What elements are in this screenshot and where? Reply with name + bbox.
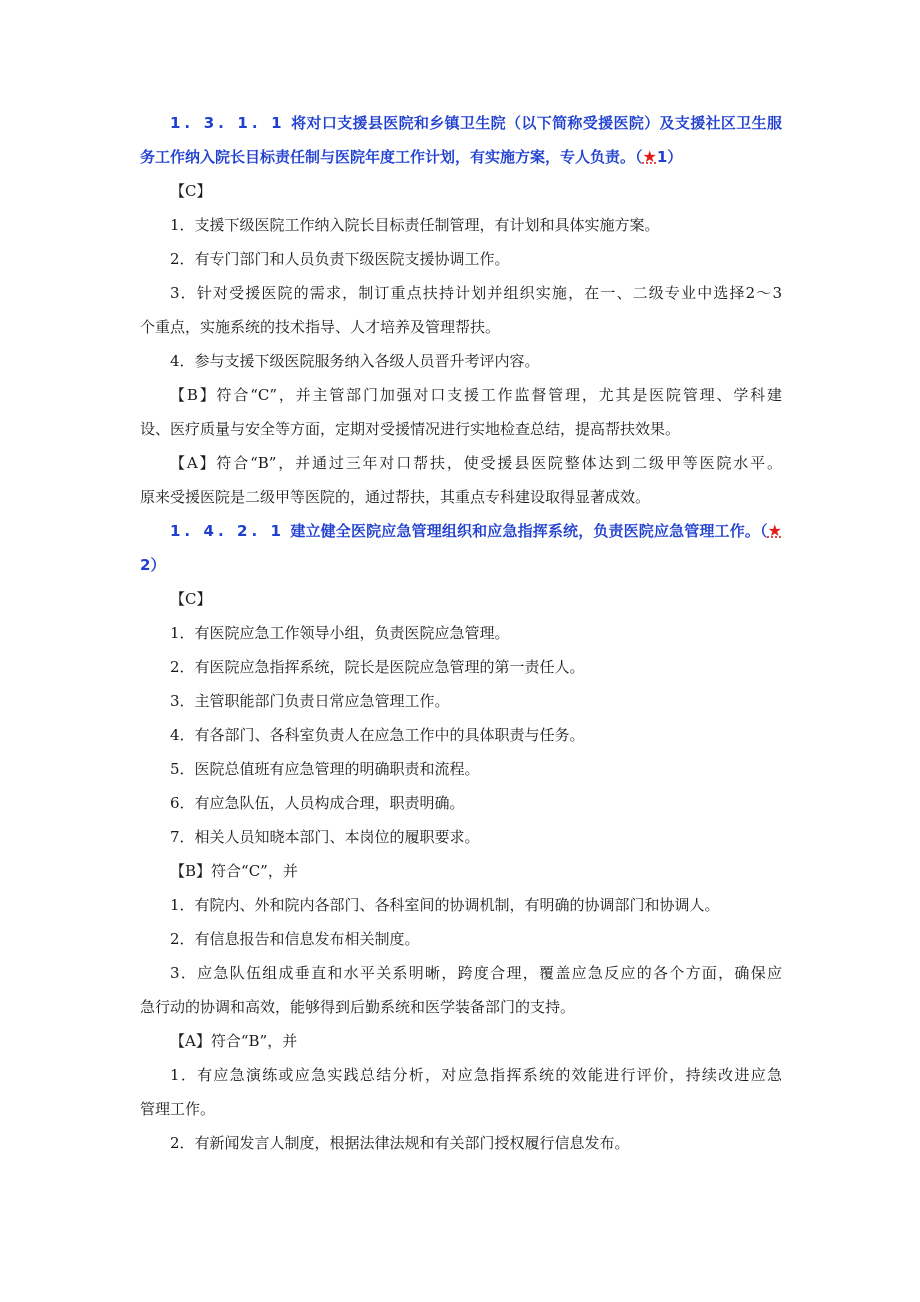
criteria-item: 5．医院总值班有应急管理的明确职责和流程。 — [170, 760, 480, 778]
grade-b-paragraph: 【B】符合“C”，并主管部门加强对口支援工作监督管理，尤其是医院管理、学科建 — [170, 386, 782, 404]
section-1-heading-text: 将对口支援县医院和乡镇卫生院（以下简称受援医院）及支援社区卫生服 — [291, 114, 782, 132]
document-page — [140, 106, 782, 1160]
criteria-item: 2．有专门部门和人员负责下级医院支援协调工作。 — [170, 250, 510, 268]
criteria-item: 1．有医院应急工作领导小组，负责医院应急管理。 — [170, 624, 510, 642]
criteria-item: 2．有医院应急指挥系统，院长是医院应急管理的第一责任人。 — [170, 658, 585, 676]
star-icon: ★ — [642, 147, 657, 166]
grade-a-label: 【A】符合“B”，并 — [170, 1032, 298, 1050]
grade-b-paragraph-continued: 设、医疗质量与安全等方面，定期对受援情况进行实地检查总结，提高帮扶效果。 — [140, 420, 681, 438]
section-1-heading-line-1 — [140, 106, 782, 140]
grade-a-paragraph: 【A】符合“B”，并通过三年对口帮扶，使受援县医院整体达到二级甲等医院水平。 — [170, 454, 782, 472]
section-1-heading-text-2: 务工作纳入院长目标责任制与医院年度工作计划，有实施方案，专人负责。（ — [140, 148, 643, 166]
criteria-item: 3．主管职能部门负责日常应急管理工作。 — [170, 692, 450, 710]
section-1-number: 1. 3. 1. 1 — [170, 114, 286, 132]
criteria-item: 2．有信息报告和信息发布相关制度。 — [170, 930, 420, 948]
grade-c-label: 【C】 — [170, 590, 212, 608]
criteria-item: 3．应急队伍组成垂直和水平关系明晰，跨度合理，覆盖应急反应的各个方面，确保应 — [170, 964, 782, 982]
criteria-item-continued: 个重点，实施系统的技术指导、人才培养及管理帮扶。 — [140, 318, 501, 336]
criteria-item: 2．有新闻发言人制度，根据法律法规和有关部门授权履行信息发布。 — [170, 1134, 630, 1152]
criteria-item: 1．支援下级医院工作纳入院长目标责任制管理，有计划和具体实施方案。 — [170, 216, 660, 234]
grade-c-label: 【C】 — [170, 182, 212, 200]
heading-close-paren: ） — [667, 148, 683, 166]
section-2-number: 1. 4. 2. 1 — [170, 522, 285, 540]
section-2-heading-text: 建立健全医院应急管理组织和应急指挥系统，负责医院应急管理工作。（ — [290, 522, 768, 540]
criteria-item: 4．参与支援下级医院服务纳入各级人员晋升考评内容。 — [170, 352, 540, 370]
star-level: 1 — [656, 148, 668, 166]
star-icon: ★ — [767, 521, 782, 540]
section-2-heading-line-2 — [140, 548, 782, 582]
criteria-item: 1．有应急演练或应急实践总结分析，对应急指挥系统的效能进行评价，持续改进应急 — [170, 1066, 782, 1084]
criteria-item-continued: 急行动的协调和高效，能够得到后勤系统和医学装备部门的支持。 — [140, 998, 576, 1016]
heading-close-paren: ） — [150, 556, 166, 574]
criteria-item: 3．针对受援医院的需求，制订重点扶持计划并组织实施，在一、二级专业中选择2～3 — [170, 284, 782, 302]
criteria-item: 7．相关人员知晓本部门、本岗位的履职要求。 — [170, 828, 480, 846]
criteria-item: 4．有各部门、各科室负责人在应急工作中的具体职责与任务。 — [170, 726, 585, 744]
grade-a-paragraph-continued: 原来受援医院是二级甲等医院的，通过帮扶，其重点专科建设取得显著成效。 — [140, 488, 651, 506]
criteria-item: 1．有院内、外和院内各部门、各科室间的协调机制，有明确的协调部门和协调人。 — [170, 896, 720, 914]
star-level: 2 — [140, 556, 151, 574]
criteria-item-continued: 管理工作。 — [140, 1100, 216, 1118]
section-2-heading-line-1 — [140, 514, 782, 548]
grade-b-label: 【B】符合“C”，并 — [170, 862, 298, 880]
criteria-item: 6．有应急队伍，人员构成合理，职责明确。 — [170, 794, 465, 812]
section-1-heading-line-2 — [140, 140, 782, 174]
